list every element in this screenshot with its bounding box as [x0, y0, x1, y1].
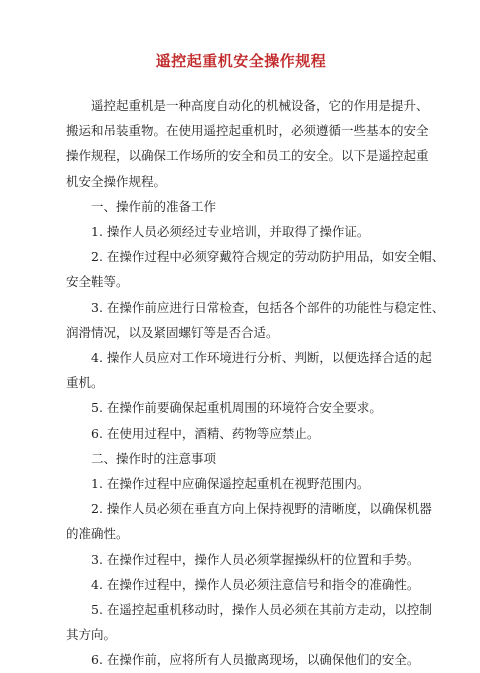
- list-item: [66, 345, 432, 395]
- intro-line: 操作规程，以确保工作场所的安全和员工的安全。以下是遥控起重: [66, 148, 429, 164]
- list-item: [66, 597, 432, 647]
- list-item-line: 润滑情况，以及紧固螺钉等是否合适。: [66, 324, 279, 340]
- list-item-line: 4. 操作人员应对工作环境进行分析、判断，以便选择合适的起: [91, 350, 432, 366]
- document-body: [66, 93, 445, 673]
- list-item-line: 4. 在操作过程中，操作人员必须注意信号和指令的准确性。: [91, 576, 420, 592]
- list-item-line: 5. 在操作前要确保起重机周围的环境符合安全要求。: [91, 400, 382, 416]
- section-heading: 一、操作前的准备工作: [91, 198, 217, 214]
- list-item-line: 2. 操作人员必须在垂直方向上保持视野的清晰度，以确保机器: [91, 501, 432, 517]
- list-item: [66, 421, 416, 446]
- list-item: [66, 471, 416, 496]
- intro-paragraph: [66, 93, 429, 194]
- list-item: [66, 647, 420, 672]
- intro-line: 机安全操作规程。: [66, 173, 167, 189]
- list-item-line: 3. 在操作过程中，操作人员必须掌握操纵杆的位置和手势。: [91, 551, 420, 567]
- list-item-line: 6. 在使用过程中，酒精、药物等应禁止。: [91, 425, 320, 441]
- list-item-line: 重机。: [66, 375, 104, 391]
- section-operation-notes: [66, 446, 432, 673]
- list-item-line: 3. 在操作前应进行日常检查，包括各个部件的功能性与稳定性、: [91, 299, 445, 315]
- list-item-line: 6. 在操作前，应将所有人员撤离现场，以确保他们的安全。: [91, 652, 420, 668]
- list-item-line: 其方向。: [66, 627, 117, 643]
- list-item: [66, 547, 420, 572]
- intro-line: 遥控起重机是一种高度自动化的机械设备，它的作用是提升、: [91, 98, 429, 113]
- list-item-line: 5. 在遥控起重机移动时，操作人员必须在其前方走动，以控制: [91, 602, 432, 618]
- list-item: [66, 395, 416, 420]
- intro-line: 搬运和吊装重物。在使用遥控起重机时，必须遵循一些基本的安全: [66, 123, 429, 139]
- list-item-line: 2. 在操作过程中必须穿戴符合规定的劳动防护用品，如安全帽、: [91, 249, 445, 265]
- list-item: [66, 295, 445, 345]
- list-item: [66, 572, 420, 597]
- list-item-line: 安全鞋等。: [66, 274, 129, 290]
- list-item: [66, 496, 432, 546]
- list-item-line: 的准确性。: [66, 526, 129, 542]
- list-item: [66, 244, 445, 294]
- list-item-line: 1. 在操作过程中应确保遥控起重机在视野范围内。: [91, 476, 370, 492]
- list-item-line: 1. 操作人员必须经过专业培训，并取得了操作证。: [91, 224, 370, 240]
- list-item: [66, 219, 416, 244]
- section-heading: 二、操作时的注意事项: [91, 450, 217, 466]
- section-preparation: [66, 194, 445, 446]
- document-title: 遥控起重机安全操作规程: [155, 52, 327, 70]
